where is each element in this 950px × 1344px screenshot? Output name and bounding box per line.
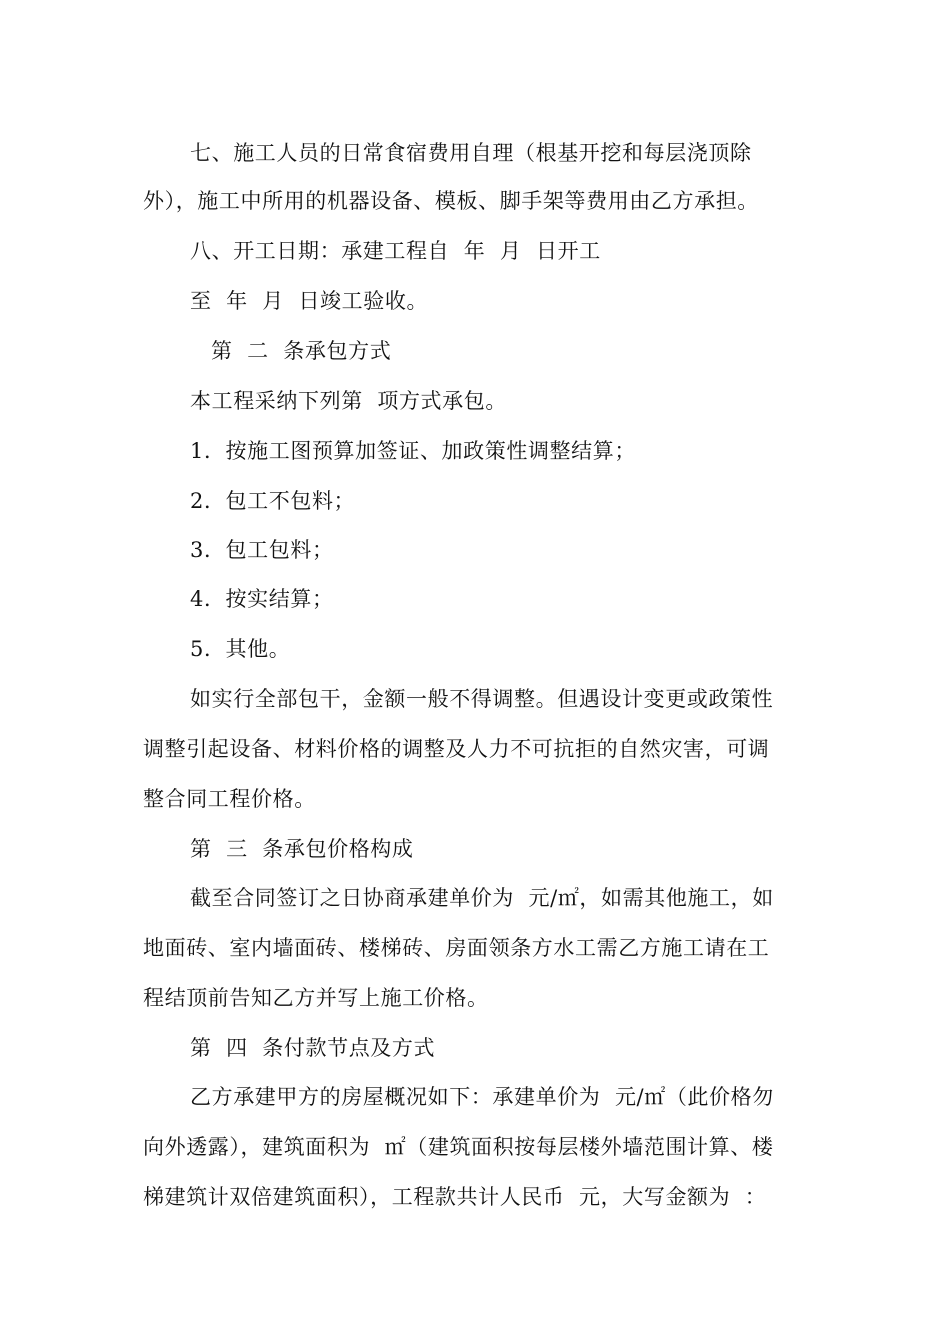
text-line: 地面砖、室内墙面砖、楼梯砖、房面领条方水工需乙方施工请在工	[143, 936, 770, 960]
list-item: 2．包工不包料；	[190, 489, 356, 513]
list-item: 5．其他。	[190, 637, 291, 661]
text-line: 程结顶前告知乙方并写上施工价格。	[143, 986, 489, 1010]
text-line: 八、开工日期：承建工程自 年 月 日开工	[190, 239, 601, 263]
text-line: 整合同工程价格。	[143, 787, 316, 811]
section-heading: 第 三 条承包价格构成	[190, 837, 414, 861]
text-line: 外），施工中所用的机器设备、模板、脚手架等费用由乙方承担。	[143, 189, 759, 213]
list-item: 3．包工包料；	[190, 538, 334, 562]
text-line: 至 年 月 日竣工验收。	[190, 289, 429, 313]
text-line: 截至合同签订之日协商承建单价为 元/㎡，如需其他施工，如	[190, 886, 774, 910]
section-heading: 第 四 条付款节点及方式	[190, 1036, 436, 1060]
text-line: 乙方承建甲方的房屋概况如下：承建单价为 元/㎡（此价格勿	[190, 1085, 774, 1109]
section-heading: 第 二 条承包方式	[211, 339, 392, 363]
text-line: 七、施工人员的日常食宿费用自理（根基开挖和每层浇顶除	[190, 141, 752, 165]
text-line: 向外透露），建筑面积为 ㎡（建筑面积按每层楼外墙范围计算、楼	[143, 1135, 774, 1159]
list-item: 1．按施工图预算加签证、加政策性调整结算；	[190, 439, 636, 463]
text-line: 本工程采纳下列第 项方式承包。	[190, 389, 507, 413]
text-line: 梯建筑计双倍建筑面积），工程款共计人民币 元，大写金额为 ：	[143, 1185, 767, 1209]
text-line: 如实行全部包干，金额一般不得调整。但遇设计变更或政策性	[190, 687, 774, 711]
list-item: 4．按实结算；	[190, 587, 334, 611]
text-line: 调整引起设备、材料价格的调整及人力不可抗拒的自然灾害，可调	[143, 737, 770, 761]
